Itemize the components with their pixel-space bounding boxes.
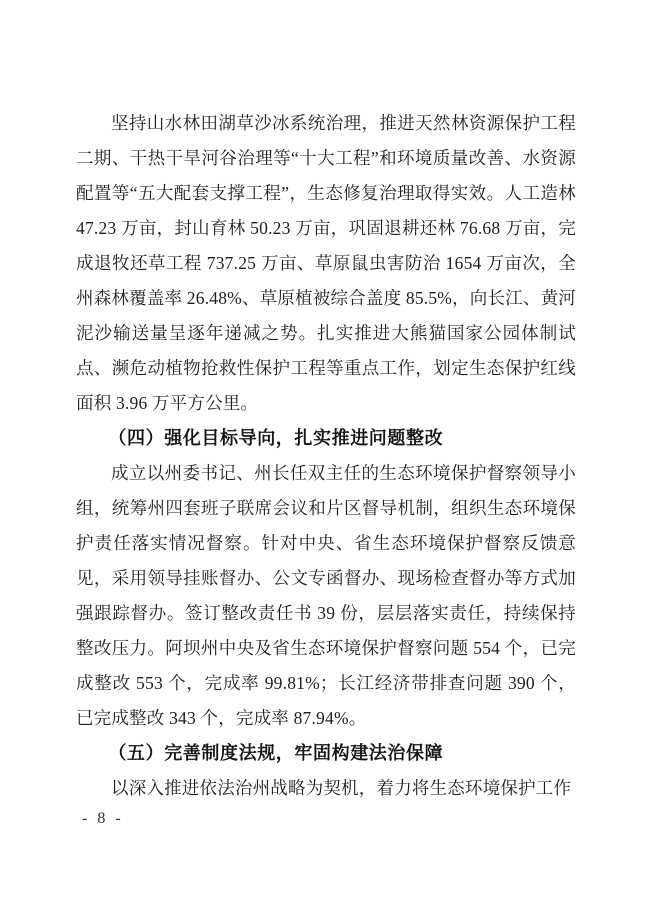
paragraph-ecological-restoration: 坚持山水林田湖草沙冰系统治理，推进天然林资源保护工程二期、干热干旱河谷治理等“十大工程”和环境质量改善、水资源配置等“五大配套支撑工程”，生态修复治理取得实效。人工造林 47.23 万亩，封山育林 50.23 万亩，巩固退耕还林 76.68 万亩，完成退牧还草工程 737.25 万亩、草原鼠虫害防治 1654 万亩次，全州森林覆盖率 26.48%、草原植被综合盖度 85.5%，向长江、黄河泥沙输送量呈逐年递减之势。扎实推进大熊猫国家公园体制试点、濒危动植物抢救性保护工程等重点工作，划定生态保护红线面积 3.96 万平方公里。 — [76, 113, 576, 413]
page-body — [76, 106, 576, 806]
heading-section-4-problem-rectification: （四）强化目标导向，扎实推进问题整改 — [108, 428, 444, 448]
heading-section-5-legal-safeguards: （五）完善制度法规，牢固构建法治保障 — [108, 743, 444, 763]
page-number: - 8 - — [82, 810, 124, 827]
paragraph-rule-of-law-intro: 以深入推进依法治州战略为契机，着力将生态环境保护工作 — [111, 778, 572, 798]
paragraph-inspection-rectification: 成立以州委书记、州长任双主任的生态环境保护督察领导小组，统筹州四套班子联席会议和片区督导机制，组织生态环境保护责任落实情况督察。针对中央、省生态环境保护督察反馈意见，采用领导挂账督办、公文专函督办、现场检查督办等方式加强跟踪督办。签订整改责任书 39 份，层层落实责任，持续保持整改压力。阿坝州中央及省生态环境保护督察问题 554 个，已完成整改 553 个，完成率 99.81%；长江经济带排查问题 390 个，已完成整改 343 个，完成率 87.94%。 — [76, 463, 576, 728]
